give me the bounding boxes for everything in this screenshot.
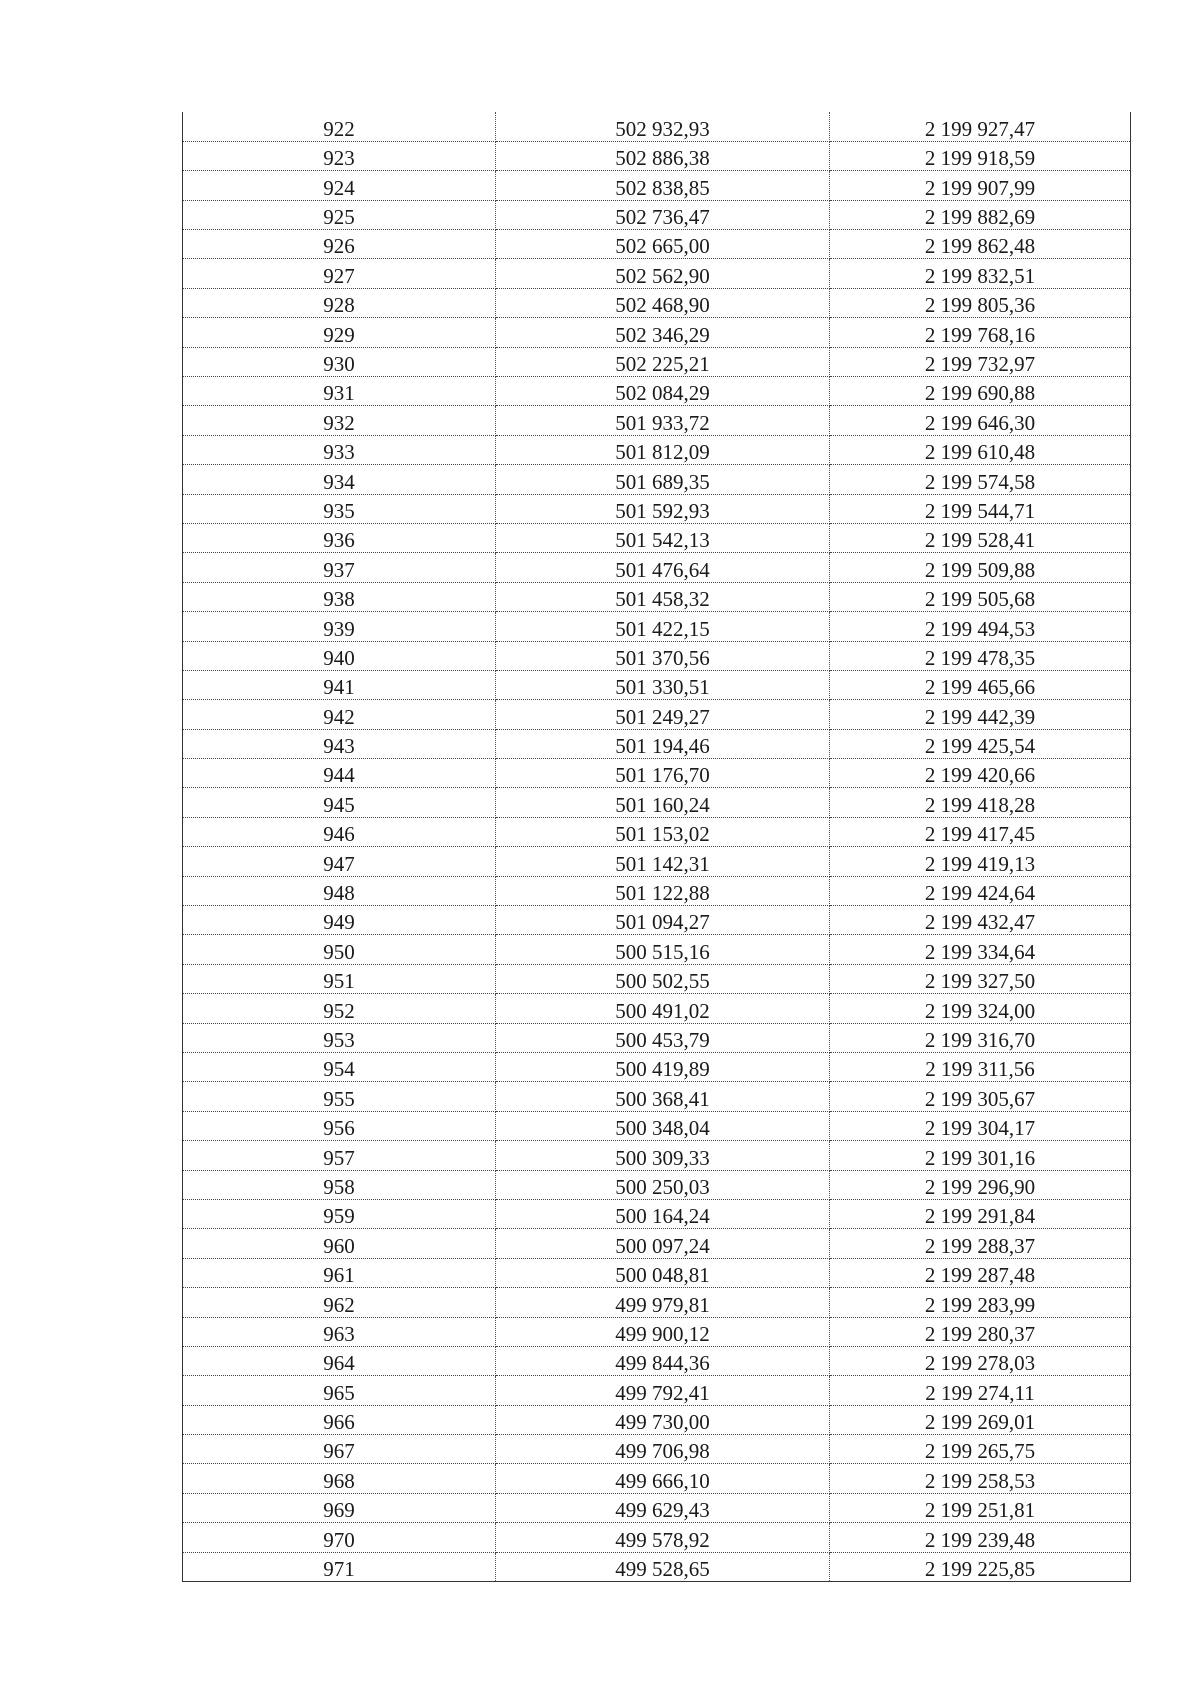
y-coordinate-cell: 2 199 324,00 [830,994,1131,1023]
x-coordinate-cell: 501 122,88 [496,876,830,905]
table-row [183,1229,1131,1258]
point-number-cell: 943 [183,729,496,758]
y-coordinate-cell: 2 199 424,64 [830,876,1131,905]
point-number-cell: 926 [183,230,496,259]
point-number-cell: 942 [183,700,496,729]
x-coordinate-cell: 499 666,10 [496,1464,830,1493]
x-coordinate-cell: 500 419,89 [496,1053,830,1082]
y-coordinate-cell: 2 199 417,45 [830,817,1131,846]
y-coordinate-cell: 2 199 646,30 [830,406,1131,435]
point-number-cell: 964 [183,1346,496,1375]
y-coordinate-cell: 2 199 832,51 [830,259,1131,288]
point-number-cell: 958 [183,1170,496,1199]
y-coordinate-cell: 2 199 291,84 [830,1199,1131,1228]
y-coordinate-cell: 2 199 305,67 [830,1082,1131,1111]
table-row [183,465,1131,494]
table-row [183,1376,1131,1405]
x-coordinate-cell: 501 330,51 [496,670,830,699]
point-number-cell: 930 [183,347,496,376]
point-number-cell: 925 [183,200,496,229]
point-number-cell: 955 [183,1082,496,1111]
point-number-cell: 962 [183,1288,496,1317]
point-number-cell: 932 [183,406,496,435]
y-coordinate-cell: 2 199 442,39 [830,700,1131,729]
point-number-cell: 952 [183,994,496,1023]
y-coordinate-cell: 2 199 432,47 [830,906,1131,935]
point-number-cell: 966 [183,1405,496,1434]
x-coordinate-cell: 502 736,47 [496,200,830,229]
y-coordinate-cell: 2 199 327,50 [830,964,1131,993]
table-row [183,788,1131,817]
table-row [183,759,1131,788]
point-number-cell: 929 [183,318,496,347]
x-coordinate-cell: 500 348,04 [496,1111,830,1140]
x-coordinate-cell: 502 225,21 [496,347,830,376]
point-number-cell: 933 [183,435,496,464]
table-row [183,1405,1131,1434]
y-coordinate-cell: 2 199 918,59 [830,141,1131,170]
table-row [183,1288,1131,1317]
y-coordinate-cell: 2 199 478,35 [830,641,1131,670]
table-row [183,435,1131,464]
table-row [183,1170,1131,1199]
y-coordinate-cell: 2 199 862,48 [830,230,1131,259]
y-coordinate-cell: 2 199 301,16 [830,1141,1131,1170]
y-coordinate-cell: 2 199 805,36 [830,288,1131,317]
x-coordinate-cell: 501 142,31 [496,847,830,876]
y-coordinate-cell: 2 199 316,70 [830,1023,1131,1052]
x-coordinate-cell: 502 346,29 [496,318,830,347]
table-row [183,288,1131,317]
y-coordinate-cell: 2 199 269,01 [830,1405,1131,1434]
point-number-cell: 936 [183,523,496,552]
y-coordinate-cell: 2 199 420,66 [830,759,1131,788]
point-number-cell: 951 [183,964,496,993]
table-row [183,1523,1131,1552]
x-coordinate-cell: 501 542,13 [496,523,830,552]
table-row [183,1199,1131,1228]
point-number-cell: 935 [183,494,496,523]
table-row [183,318,1131,347]
table-row [183,259,1131,288]
point-number-cell: 938 [183,582,496,611]
x-coordinate-cell: 501 458,32 [496,582,830,611]
x-coordinate-cell: 499 706,98 [496,1435,830,1464]
table-row [183,377,1131,406]
y-coordinate-cell: 2 199 334,64 [830,935,1131,964]
table-row [183,1493,1131,1522]
y-coordinate-cell: 2 199 505,68 [830,582,1131,611]
x-coordinate-cell: 501 592,93 [496,494,830,523]
table-row [183,553,1131,582]
y-coordinate-cell: 2 199 509,88 [830,553,1131,582]
point-number-cell: 954 [183,1053,496,1082]
y-coordinate-cell: 2 199 304,17 [830,1111,1131,1140]
x-coordinate-cell: 501 094,27 [496,906,830,935]
x-coordinate-cell: 501 812,09 [496,435,830,464]
point-number-cell: 969 [183,1493,496,1522]
y-coordinate-cell: 2 199 528,41 [830,523,1131,552]
table-row [183,847,1131,876]
coordinates-table [182,112,1131,1582]
x-coordinate-cell: 499 900,12 [496,1317,830,1346]
table-row [183,406,1131,435]
y-coordinate-cell: 2 199 418,28 [830,788,1131,817]
x-coordinate-cell: 500 491,02 [496,994,830,1023]
y-coordinate-cell: 2 199 278,03 [830,1346,1131,1375]
table-row [183,876,1131,905]
y-coordinate-cell: 2 199 311,56 [830,1053,1131,1082]
x-coordinate-cell: 500 250,03 [496,1170,830,1199]
x-coordinate-cell: 502 562,90 [496,259,830,288]
point-number-cell: 944 [183,759,496,788]
point-number-cell: 950 [183,935,496,964]
point-number-cell: 931 [183,377,496,406]
table-row [183,523,1131,552]
table-row [183,1082,1131,1111]
table-row [183,906,1131,935]
table-row [183,494,1131,523]
x-coordinate-cell: 502 468,90 [496,288,830,317]
x-coordinate-cell: 500 097,24 [496,1229,830,1258]
y-coordinate-cell: 2 199 225,85 [830,1552,1131,1581]
y-coordinate-cell: 2 199 882,69 [830,200,1131,229]
x-coordinate-cell: 500 453,79 [496,1023,830,1052]
x-coordinate-cell: 500 164,24 [496,1199,830,1228]
table-row [183,670,1131,699]
table-row [183,230,1131,259]
y-coordinate-cell: 2 199 287,48 [830,1258,1131,1287]
x-coordinate-cell: 499 528,65 [496,1552,830,1581]
point-number-cell: 923 [183,141,496,170]
table-row [183,729,1131,758]
point-number-cell: 967 [183,1435,496,1464]
x-coordinate-cell: 500 309,33 [496,1141,830,1170]
x-coordinate-cell: 499 844,36 [496,1346,830,1375]
table-row [183,1552,1131,1581]
y-coordinate-cell: 2 199 288,37 [830,1229,1131,1258]
table-row [183,994,1131,1023]
point-number-cell: 971 [183,1552,496,1581]
x-coordinate-cell: 500 048,81 [496,1258,830,1287]
table-row [183,964,1131,993]
x-coordinate-cell: 501 689,35 [496,465,830,494]
table-row [183,641,1131,670]
y-coordinate-cell: 2 199 239,48 [830,1523,1131,1552]
point-number-cell: 940 [183,641,496,670]
x-coordinate-cell: 502 665,00 [496,230,830,259]
point-number-cell: 953 [183,1023,496,1052]
y-coordinate-cell: 2 199 274,11 [830,1376,1131,1405]
table-row [183,1053,1131,1082]
y-coordinate-cell: 2 199 251,81 [830,1493,1131,1522]
point-number-cell: 949 [183,906,496,935]
y-coordinate-cell: 2 199 494,53 [830,612,1131,641]
y-coordinate-cell: 2 199 690,88 [830,377,1131,406]
table-row [183,1258,1131,1287]
point-number-cell: 959 [183,1199,496,1228]
point-number-cell: 927 [183,259,496,288]
table-row [183,1141,1131,1170]
table-row [183,171,1131,200]
point-number-cell: 960 [183,1229,496,1258]
x-coordinate-cell: 499 792,41 [496,1376,830,1405]
y-coordinate-cell: 2 199 258,53 [830,1464,1131,1493]
table-row [183,1023,1131,1052]
y-coordinate-cell: 2 199 296,90 [830,1170,1131,1199]
table-row [183,200,1131,229]
x-coordinate-cell: 502 932,93 [496,112,830,141]
table-row [183,112,1131,141]
coordinates-table-body [183,112,1131,1582]
y-coordinate-cell: 2 199 768,16 [830,318,1131,347]
x-coordinate-cell: 501 422,15 [496,612,830,641]
x-coordinate-cell: 501 194,46 [496,729,830,758]
point-number-cell: 934 [183,465,496,494]
x-coordinate-cell: 502 886,38 [496,141,830,170]
y-coordinate-cell: 2 199 265,75 [830,1435,1131,1464]
point-number-cell: 947 [183,847,496,876]
point-number-cell: 970 [183,1523,496,1552]
point-number-cell: 965 [183,1376,496,1405]
y-coordinate-cell: 2 199 732,97 [830,347,1131,376]
x-coordinate-cell: 501 476,64 [496,553,830,582]
point-number-cell: 948 [183,876,496,905]
x-coordinate-cell: 502 838,85 [496,171,830,200]
x-coordinate-cell: 499 578,92 [496,1523,830,1552]
y-coordinate-cell: 2 199 610,48 [830,435,1131,464]
point-number-cell: 963 [183,1317,496,1346]
y-coordinate-cell: 2 199 283,99 [830,1288,1131,1317]
y-coordinate-cell: 2 199 927,47 [830,112,1131,141]
x-coordinate-cell: 502 084,29 [496,377,830,406]
table-row [183,817,1131,846]
point-number-cell: 939 [183,612,496,641]
table-row [183,700,1131,729]
table-row [183,935,1131,964]
x-coordinate-cell: 501 249,27 [496,700,830,729]
table-row [183,612,1131,641]
point-number-cell: 957 [183,1141,496,1170]
table-row [183,1346,1131,1375]
point-number-cell: 941 [183,670,496,699]
table-row [183,141,1131,170]
point-number-cell: 968 [183,1464,496,1493]
x-coordinate-cell: 499 629,43 [496,1493,830,1522]
table-row [183,1111,1131,1140]
point-number-cell: 928 [183,288,496,317]
x-coordinate-cell: 501 176,70 [496,759,830,788]
y-coordinate-cell: 2 199 280,37 [830,1317,1131,1346]
point-number-cell: 924 [183,171,496,200]
table-row [183,582,1131,611]
y-coordinate-cell: 2 199 465,66 [830,670,1131,699]
x-coordinate-cell: 501 160,24 [496,788,830,817]
point-number-cell: 956 [183,1111,496,1140]
x-coordinate-cell: 499 979,81 [496,1288,830,1317]
x-coordinate-cell: 500 368,41 [496,1082,830,1111]
y-coordinate-cell: 2 199 907,99 [830,171,1131,200]
table-row [183,1317,1131,1346]
x-coordinate-cell: 501 153,02 [496,817,830,846]
point-number-cell: 937 [183,553,496,582]
x-coordinate-cell: 499 730,00 [496,1405,830,1434]
point-number-cell: 945 [183,788,496,817]
y-coordinate-cell: 2 199 574,58 [830,465,1131,494]
y-coordinate-cell: 2 199 544,71 [830,494,1131,523]
table-row [183,1435,1131,1464]
x-coordinate-cell: 501 370,56 [496,641,830,670]
point-number-cell: 961 [183,1258,496,1287]
table-row [183,1464,1131,1493]
table-row [183,347,1131,376]
point-number-cell: 946 [183,817,496,846]
x-coordinate-cell: 500 502,55 [496,964,830,993]
y-coordinate-cell: 2 199 425,54 [830,729,1131,758]
y-coordinate-cell: 2 199 419,13 [830,847,1131,876]
x-coordinate-cell: 501 933,72 [496,406,830,435]
x-coordinate-cell: 500 515,16 [496,935,830,964]
point-number-cell: 922 [183,112,496,141]
